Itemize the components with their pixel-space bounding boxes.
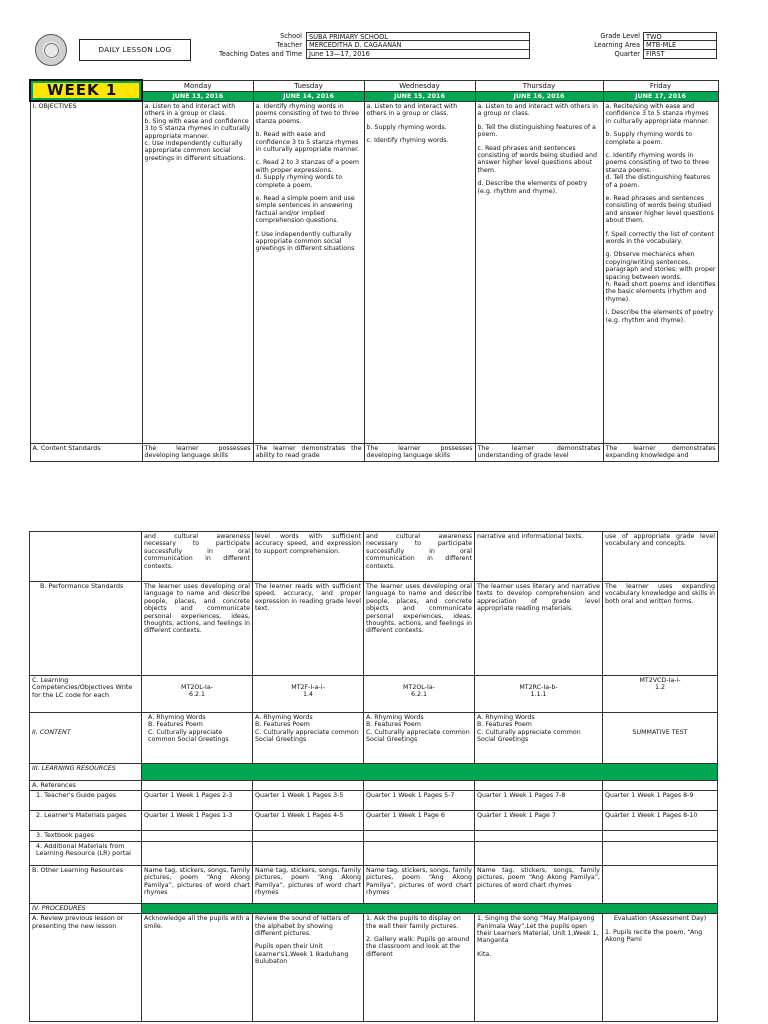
header (29, 30, 717, 70)
procedure-item: 1. Ask the pupils to display on the wall their family pictures. (366, 915, 461, 930)
review-tuesday (253, 914, 364, 1022)
code-line: 6.2.1 (188, 691, 206, 699)
objective-item: d. Describe the elements of poetry (e.g. rhythm and rhyme). (477, 180, 588, 195)
content-label: II. CONTENT (30, 713, 142, 764)
teachers-guide-thursday: Quarter 1 Week 1 Pages 7-8 (475, 791, 603, 811)
day-wednesday: Wednesday (364, 80, 475, 91)
references-wednesday (364, 781, 475, 791)
content-item: B. Features Poem (148, 721, 203, 729)
objective-item: b. Read with ease and confidence 3 to 5 stanza rhymes in culturally appropriate manner. (255, 131, 360, 153)
code-line: MT2OL-Ia- (403, 684, 435, 691)
objectives-thursday (475, 101, 603, 443)
other-resources-friday (603, 865, 718, 903)
teachers-guide-tuesday: Quarter 1 Week 1 Pages 3-5 (253, 791, 364, 811)
additional-thursday (475, 841, 603, 865)
textbook-friday (603, 831, 718, 841)
content-item: C. Culturally appreciate common Social Greetings (366, 728, 470, 744)
week-label: WEEK 1 (33, 83, 139, 98)
teachers-guide-wednesday: Quarter 1 Week 1 Pages 5-7 (364, 791, 475, 811)
grade-level-value: TWO (643, 32, 717, 41)
content-item: A. Rhyming Words (366, 714, 424, 721)
textbook-thursday (475, 831, 603, 841)
performance-standards-label: B. Performance Standards (30, 582, 142, 676)
review-thursday (475, 914, 603, 1022)
lesson-table-page-2 (29, 531, 718, 1022)
content-standards-cont-label (30, 532, 142, 582)
other-resources-wednesday: Name tag, stickers, songs, family pictures, poem “Ang Akong Pamilya”, pictures of word chart rhymes (364, 865, 475, 903)
other-resources-tuesday: Name tag, stickers, songs, family pictures, poem “Ang Akong Pamilya”, pictures of word chart rhymes (253, 865, 364, 903)
learners-materials-friday: Quarter 1 Week 1 Pages 8-10 (603, 811, 718, 831)
procedure-item: 1. Singing the song “May Malipayong Panimala Way”.Let the pupils open their Learners Material, Unit 1,Week 1, Manganta (477, 915, 599, 945)
day-thursday: Thursday (475, 80, 603, 91)
procedure-item: Evaluation (Assessment Day) (613, 915, 707, 923)
content-standards-thursday-cont: narrative and informational texts. (475, 532, 603, 582)
additional-tuesday (253, 841, 364, 865)
content-standards-friday: The learner demonstrates expanding knowledge and (603, 443, 718, 461)
week-cell (30, 80, 142, 101)
additional-materials-label: 4. Additional Materials from Learning Resource (LR) portal (30, 841, 142, 865)
code-line: 1.1.1 (530, 691, 547, 699)
deped-seal-icon (35, 34, 67, 66)
competencies-label: C. Learning Competencies/Objectives Write for the LC code for each (30, 676, 142, 713)
code-line: MT2RC-Ia-b- (519, 684, 558, 691)
objective-item: e. Read phrases and sentences consisting of words being studied and answer higher level questions about them. (605, 194, 714, 225)
other-resources-monday: Name tag, stickers, songs, family pictures, poem “Ang Akong Pamilya”, pictures of word chart rhymes (142, 865, 253, 903)
document-title: DAILY LESSON LOG (79, 39, 191, 61)
textbook-pages-label: 3. Textbook pages (30, 831, 142, 841)
lesson-log-page-1 (29, 30, 717, 470)
content-tuesday (253, 713, 364, 764)
quarter-label: Quarter (614, 50, 640, 58)
objective-item: a. Listen to and interact with others in a group or class. (477, 102, 599, 118)
day-friday: Friday (603, 80, 718, 91)
content-standards-label: A. Content Standards (30, 443, 142, 461)
learning-resources-label: III. LEARNING RESOURCES (30, 764, 142, 781)
objectives-wednesday (364, 101, 475, 443)
performance-standards-tuesday: The learner reads with sufficient speed, accuracy, and proper expression in reading grade level text. (253, 582, 364, 676)
lesson-table-page-1 (29, 79, 719, 462)
objective-item: b. Sing with ease and confidence 3 to 5 stanza rhymes in culturally appropriate manner. (144, 117, 251, 140)
objective-item: c. Read phrases and sentences consisting of words being studied and answer higher level questions about them. (477, 144, 597, 174)
procedures-band (142, 903, 718, 913)
objective-item: c. Read 2 to 3 stanzas of a poem with proper expressions. (255, 159, 359, 174)
objective-item: c. Use independently culturally appropriate common social greetings in different situations. (144, 139, 246, 162)
content-item: B. Features Poem (366, 721, 421, 729)
day-monday: Monday (142, 80, 253, 91)
content-wednesday (364, 713, 475, 764)
performance-standards-wednesday: The learner uses developing oral language to name and describe people, places, and concrete objects and communicate personal experiences, ideas, thoughts, actions, and feelings in different contexts. (364, 582, 475, 676)
procedure-item: Pupils open their Unit Learner's1,Week 1 Ikaduhang Bulubaton (255, 943, 349, 966)
performance-standards-friday: The learner uses expanding vocabulary knowledge and skills in both oral and written forms. (603, 582, 718, 676)
objective-item: e. Read a simple poem and use simple sentences in answering factual and/or implied comprehension questions. (255, 194, 355, 225)
objectives-label: I. OBJECTIVES (30, 101, 142, 443)
learning-resources-band (142, 764, 718, 781)
day-tuesday: Tuesday (253, 80, 364, 91)
content-monday (142, 713, 253, 764)
textbook-monday (142, 831, 253, 841)
dates-label: Teaching Dates and Time (218, 50, 302, 58)
objective-item: h. Read short poems and identifies the basic elements (rhythm and rhyme). (605, 281, 716, 303)
objective-item: f. Use independently culturally appropriate common social greetings in different situations (255, 230, 355, 253)
textbook-wednesday (364, 831, 475, 841)
content-standards-thursday: The learner demonstrates understanding of grade level (475, 443, 603, 461)
competency-code-wednesday (364, 676, 475, 713)
learners-materials-label: 2. Learner's Materials pages (30, 811, 142, 831)
content-standards-monday-cont: and cultural awareness necessary to participate successfully in oral communication in different contexts. (142, 532, 253, 582)
objective-item: a. Listen to and interact with others in a group or class. (366, 102, 458, 118)
teachers-guide-friday: Quarter 1 Week 1 Pages 8-9 (603, 791, 718, 811)
date-tuesday: JUNE 14, 2016 (253, 91, 364, 101)
school-value: SUBA PRIMARY SCHOOL (306, 32, 530, 41)
date-wednesday: JUNE 15, 2016 (364, 91, 475, 101)
learning-area-label: Learning Area (594, 41, 640, 49)
date-thursday: JUNE 16, 2016 (475, 91, 603, 101)
references-friday (603, 781, 718, 791)
objective-item: b. Supply rhyming words. (366, 123, 447, 131)
procedures-label: IV. PROCEDURES (30, 903, 142, 913)
procedure-item: Review the sound of letters of the alphabet by showing different pictures. (255, 915, 350, 938)
code-line: 1.4 (302, 691, 313, 699)
objective-item: c. Identify rhyming words in poems consisting of two to three stanza poems. (605, 151, 709, 174)
objective-item: d. Supply rhyming words to complete a poem. (255, 174, 343, 189)
objective-item: f. Spell correctly the list of content words in the vocabulary. (605, 230, 714, 245)
objective-item: d. Tell the distinguishing features of a poem. (605, 174, 710, 189)
quarter-value: FIRST (643, 50, 717, 59)
objective-item: a. Listen to and interact with others in a group or class. (144, 102, 236, 118)
references-thursday (475, 781, 603, 791)
content-standards-tuesday-cont: level words with sufficient accuracy speed, and expression to support comprehension. (253, 532, 364, 582)
content-item: A. Rhyming Words (148, 714, 206, 721)
learners-materials-monday: Quarter 1 Week 1 Pages 1-3 (142, 811, 253, 831)
objective-item: c. Identify rhyming words. (366, 137, 449, 145)
code-line: MT2VCD-Ia-i- (639, 677, 681, 684)
content-friday: SUMMATIVE TEST (603, 713, 718, 764)
objectives-friday (603, 101, 718, 443)
procedure-item: 1. Pupils recite the poem, “Ang Akong Pami (605, 928, 703, 944)
competency-code-monday (142, 676, 253, 713)
content-standards-friday-cont: use of appropriate grade level vocabulary and concepts. (603, 532, 718, 582)
teachers-guide-monday: Quarter 1 Week 1 Pages 2-3 (142, 791, 253, 811)
content-standards-wednesday: The learner possesses developing language skills (364, 443, 475, 461)
teachers-guide-label: 1. Teacher's Guide pages (30, 791, 142, 811)
content-item: A. Rhyming Words (477, 714, 535, 721)
dates-value: June 13—17, 2016 (306, 50, 530, 59)
code-line: MT2OL-Ia- (181, 684, 213, 691)
competency-code-thursday (475, 676, 603, 713)
objective-item: a. Recite/sing with ease and confidence 3 to 5 stanza rhymes in culturally appropriate manner. (605, 102, 710, 125)
procedure-item: 2. Gallery walk: Pupils go around the classroom and look at the different (366, 936, 470, 958)
additional-friday (603, 841, 718, 865)
objective-item: a. Identify rhyming words in poems consisting of two to three stanza poems. (255, 102, 359, 125)
content-item: C. Culturally appreciate common Social Greetings (148, 728, 229, 744)
review-lesson-label: A. Review previous lesson or presenting the new lesson (30, 914, 142, 1022)
textbook-tuesday (253, 831, 364, 841)
learners-materials-wednesday: Quarter 1 Week 1 Page 6 (364, 811, 475, 831)
learners-materials-tuesday: Quarter 1 Week 1 Pages 4-5 (253, 811, 364, 831)
content-standards-wednesday-cont: and cultural awareness necessary to participate successfully in oral communication in different contexts. (364, 532, 475, 582)
objective-item: i. Describe the elements of poetry (e.g. rhythm and rhyme). (605, 309, 714, 324)
review-monday: Acknowledge all the pupils with a smile. (142, 914, 253, 1022)
objective-item: b. Tell the distinguishing features of a poem. (477, 123, 596, 139)
performance-standards-thursday: The learner uses literary and narrative texts to develop comprehension and appreciation of grade level appropriate reading materials. (475, 582, 603, 676)
content-standards-monday: The learner possesses developing language skills (142, 443, 253, 461)
code-line: MT2F-I-a-i- (291, 684, 325, 691)
competency-code-friday (603, 676, 718, 713)
performance-standards-monday: The learner uses developing oral language to name and describe people, places, and concrete objects and communicate personal experiences, ideas, thoughts, actions, and feelings in different contexts. (142, 582, 253, 676)
objectives-tuesday (253, 101, 364, 443)
objective-item: b. Supply rhyming words to complete a poem. (605, 131, 693, 146)
date-monday: JUNE 13, 2016 (142, 91, 253, 101)
code-line: 6.2.1 (410, 691, 428, 699)
review-friday (603, 914, 718, 1022)
references-monday (142, 781, 253, 791)
teacher-value: MERCEDITHA D. CAGAANAN (306, 41, 530, 50)
content-item: C. Culturally appreciate common Social Greetings (255, 728, 359, 744)
additional-monday (142, 841, 253, 865)
code-line: 1.2 (654, 684, 665, 692)
school-label: School (280, 32, 302, 40)
learners-materials-thursday: Quarter 1 Week 1 Page 7 (475, 811, 603, 831)
grade-level-label: Grade Level (600, 32, 640, 40)
objective-item: g. Observe mechanics when copying/writing sentences, paragraph and stories: with proper spacing between words. (605, 251, 716, 281)
procedure-item: Kita. (477, 950, 492, 958)
other-resources-label: B. Other Learning Resources (30, 865, 142, 903)
content-item: B. Features Poem (477, 721, 532, 729)
learning-area-value: MTB-MLE (643, 41, 717, 50)
references-label: A. References (30, 781, 142, 791)
other-resources-thursday: Name tag, stickers, songs, family pictures, poem “Ang Akong Pamilya”, pictures of word chart rhymes (475, 865, 603, 903)
references-tuesday (253, 781, 364, 791)
content-thursday (475, 713, 603, 764)
content-item: A. Rhyming Words (255, 714, 313, 721)
review-wednesday (364, 914, 475, 1022)
additional-wednesday (364, 841, 475, 865)
content-item: B. Features Poem (255, 721, 310, 729)
lesson-log-page-2 (29, 530, 717, 1024)
teacher-label: Teacher (276, 41, 302, 49)
content-standards-tuesday: The learner demonstrates the ability to read grade (253, 443, 364, 461)
date-friday: JUNE 17, 2016 (603, 91, 718, 101)
objectives-monday (142, 101, 253, 443)
competency-code-tuesday (253, 676, 364, 713)
content-item: C. Culturally appreciate common Social Greetings (477, 728, 581, 744)
